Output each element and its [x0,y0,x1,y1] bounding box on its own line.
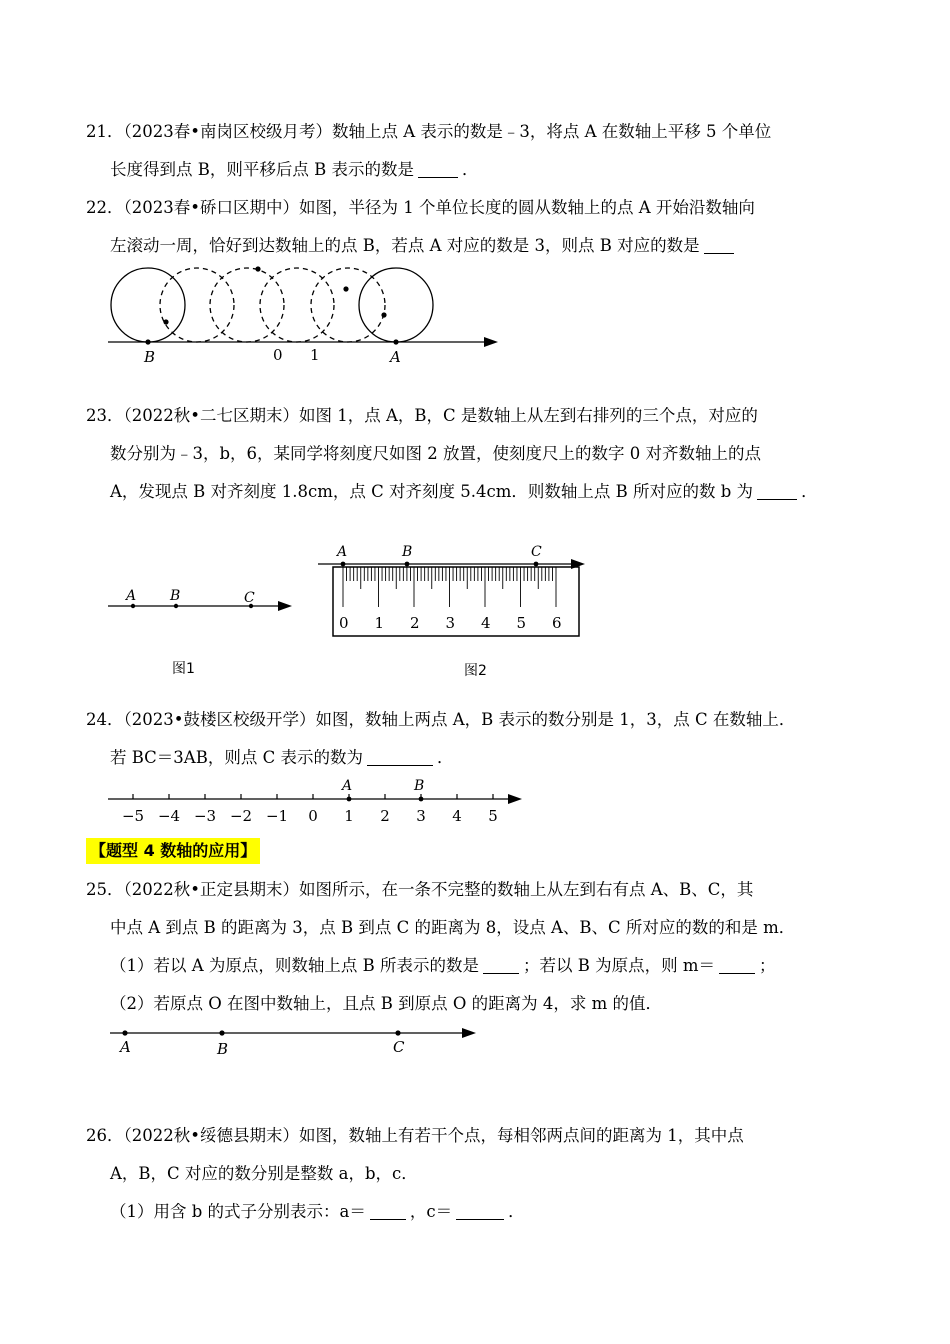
axis24-tick-label: 1 [344,807,354,825]
q26-blank-a [370,1203,406,1221]
circle-start [111,268,185,342]
fig2-dot-c [534,562,539,567]
q21-line1: 21．（2023春•南岗区校级月考）数轴上点 A 表示的数是﹣3，将点 A 在数轴上平移 5 个单位 [86,122,772,141]
ruler-tick-label: 1 [374,614,385,632]
q23-line3 [110,478,818,502]
dot-marker-1 [163,319,168,324]
q22-answer-blank [704,237,734,255]
fig1-label-b: B [170,588,181,604]
axis24-label-b: B [414,778,425,794]
fig1-dot-a [131,604,135,608]
axis24-tick-label: 4 [452,807,462,825]
q23-figure1 [108,585,298,620]
circle-end [359,268,433,342]
axis25-label-c: C [393,1038,405,1056]
fig2-caption: 图2 [464,663,487,679]
q24-line1: 24．（2023•鼓楼区校级开学）如图，数轴上两点 A，B 表示的数分别是 1，3，点 C 在数轴上． [86,710,796,729]
circle-dashed-4 [311,268,385,342]
q22-line2-text: 左滚动一周，恰好到达数轴上的点 B，若点 A 对应的数是 3，则点 B 对应的数是 [110,236,700,255]
dot-a [393,339,398,344]
q26-p1a: （1）用含 b 的式子分别表示：a＝ [110,1202,366,1221]
q26-p1c: ． [508,1202,525,1221]
axis25-dot-a [122,1030,127,1035]
q21-end: ． [462,160,479,179]
section-banner: 【题型 4 数轴的应用】 [86,838,260,864]
axis25-label-b: B [217,1040,229,1058]
q26-line2: A，B，C 对应的数分别是整数 a，b，c． [110,1164,418,1183]
q22-line1: 22．（2023春•硚口区期中）如图，半径为 1 个单位长度的圆从数轴上的点 A 开始沿数轴向 [86,198,755,217]
dot-marker-4 [381,312,386,317]
axis25-dot-c [395,1030,400,1035]
fig1-caption: 图1 [172,661,195,677]
label-1: 1 [310,346,320,364]
dot-b [145,339,150,344]
fig2-label-c: C [531,544,542,560]
q21-answer-blank [418,161,458,179]
axis24-tick-label: 0 [308,807,318,825]
q23-figure2-ruler [318,540,593,640]
label-a: A [390,348,401,366]
ruler-tick-label: 0 [339,614,349,632]
axis24-tick-label: 3 [416,807,426,825]
axis25-dot-b [219,1030,224,1035]
q25-part1 [110,952,776,976]
q26-p1b: ，c＝ [409,1202,453,1221]
label-b: B [144,348,156,366]
q23-line3-text: A，发现点 B 对齐刻度 1.8cm，点 C 对齐刻度 5.4cm．则数轴上点 B 所对应的数 b 为 [110,482,754,501]
q25-blank-1 [483,957,519,975]
fig1-dot-b [174,604,178,608]
label-0: 0 [273,346,283,364]
axis24-tick-label: −3 [193,807,217,825]
q26-line1: 26．（2022秋•绥德县期末）如图，数轴上有若干个点，每相邻两点间的距离为 1，其中点 [86,1126,744,1145]
axis24-dot-a [347,797,352,802]
q26-blank-c [456,1203,504,1221]
q24-answer-blank [367,749,433,767]
fig2-label-a: A [337,544,348,560]
ruler-tick-label: 2 [410,614,420,632]
fig1-label-a: A [126,588,137,604]
dot-marker-3 [343,286,348,291]
q25-line1: 25．（2022秋•正定县期末）如图所示，在一条不完整的数轴上从左到右有点 A、B、C，其 [86,880,754,899]
arrow-icon [278,601,292,611]
q24-number-line [106,774,531,830]
dot-marker-2 [255,266,260,271]
q22-rolling-circle-figure [100,258,510,368]
circle-dashed-1 [160,268,234,342]
q25-line2: 中点 A 到点 B 的距离为 3，点 B 到点 C 的距离为 8，设点 A、B、C 所对应的数的和是 m． [110,918,796,937]
q25-p1b: ；若以 B 为原点，则 m＝ [523,956,716,975]
axis24-tick-label: 5 [488,807,498,825]
axis24-dot-b [419,797,424,802]
arrow-icon [484,337,498,347]
q23-end: ． [801,482,818,501]
q25-blank-2 [719,957,755,975]
q25-p1a: （1）若以 A 为原点，则数轴上点 B 所表示的数是 [110,956,480,975]
axis24-tick-label: 2 [380,807,390,825]
q23-answer-blank [757,483,797,501]
q24-end: ． [436,748,454,767]
axis24-tick-label: −1 [265,807,289,825]
fig2-dot-b [405,562,410,567]
q22-line2 [110,232,738,256]
axis24-tick-label: −2 [229,807,253,825]
axis25-label-a: A [120,1038,131,1056]
q24-line2-text: 若 BC＝3AB，则点 C 表示的数为 [110,748,363,767]
fig1-label-c: C [244,590,255,606]
q24-line2 [110,744,453,768]
axis24-tick-label: −5 [121,807,145,825]
q25-number-line [108,1018,488,1058]
circle-dashed-2 [260,268,334,342]
fig2-dot-a [341,562,346,567]
ruler-tick-label: 6 [552,614,562,632]
arrow-icon [508,794,522,804]
ruler-tick-label: 3 [445,614,456,632]
arrow-icon [462,1028,476,1038]
fig2-label-b: B [402,544,413,560]
ruler-tick-label: 4 [481,614,491,632]
circle-dashed-3 [210,268,284,342]
q21-line2-text: 长度得到点 B，则平移后点 B 表示的数是 [110,160,414,179]
axis24-label-a: A [342,778,353,794]
q23-line2: 数分别为﹣3，b，6，某同学将刻度尺如图 2 放置，使刻度尺上的数字 0 对齐数轴上的点 [110,444,762,463]
q25-part2: （2）若原点 O 在图中数轴上，且点 B 到原点 O 的距离为 4，求 m 的值． [110,994,663,1013]
q25-p1c: ； [759,956,776,975]
ruler-tick-label: 5 [516,614,527,632]
q26-part1 [110,1198,525,1222]
ruler-ticks [339,567,562,632]
q23-line1: 23．（2022秋•二七区期末）如图 1，点 A，B，C 是数轴上从左到右排列的三个点，对应的 [86,406,758,425]
axis24-tick-label: −4 [157,807,181,825]
q21-line2 [110,156,479,180]
